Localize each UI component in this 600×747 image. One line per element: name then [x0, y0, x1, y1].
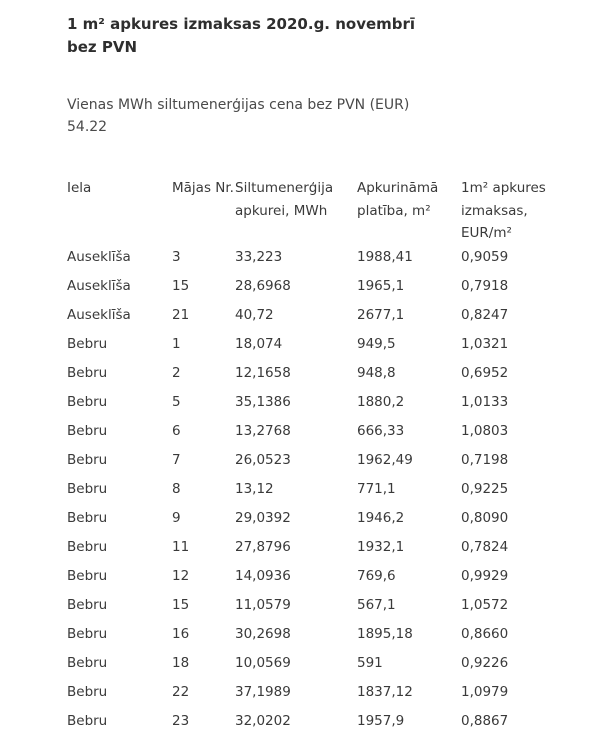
- cell-street: Auseklīša: [67, 307, 131, 323]
- cell-heated-area: 949,5: [357, 336, 396, 352]
- cell-heated-area: 769,6: [357, 568, 396, 584]
- cell-cost-per-m2: 0,8867: [461, 713, 509, 729]
- cell-house-number: 23: [172, 713, 190, 729]
- cell-heat-energy: 18,074: [235, 336, 283, 352]
- cell-cost-per-m2: 0,8090: [461, 510, 509, 526]
- header-heated-area: Apkurināmā platība, m²: [357, 180, 439, 219]
- cell-heated-area: 1946,2: [357, 510, 405, 526]
- cell-street: Bebru: [67, 684, 108, 700]
- cell-street: Bebru: [67, 481, 108, 497]
- cell-heat-energy: 33,223: [235, 249, 283, 265]
- cell-house-number: 21: [172, 307, 190, 323]
- table-row: [67, 595, 567, 624]
- cell-heat-energy: 35,1386: [235, 394, 291, 410]
- cell-cost-per-m2: 0,9226: [461, 655, 509, 671]
- cell-street: Bebru: [67, 423, 108, 439]
- cell-house-number: 9: [172, 510, 181, 526]
- cell-house-number: 3: [172, 249, 181, 265]
- cell-street: Bebru: [67, 452, 108, 468]
- cell-street: Auseklīša: [67, 249, 131, 265]
- cell-street: Bebru: [67, 626, 108, 642]
- cell-heated-area: 1988,41: [357, 249, 413, 265]
- cell-cost-per-m2: 1,0803: [461, 423, 509, 439]
- table-row: [67, 450, 567, 479]
- cell-heat-energy: 26,0523: [235, 452, 291, 468]
- table-row: [67, 276, 567, 305]
- header-street: Iela: [67, 180, 92, 196]
- page-title: 1 m² apkures izmaksas 2020.g. novembrī bez PVN: [67, 15, 416, 56]
- cell-street: Bebru: [67, 510, 108, 526]
- price-label: Vienas MWh siltumenerģijas cena bez PVN (EUR): [67, 97, 410, 113]
- cell-heat-energy: 37,1989: [235, 684, 291, 700]
- cell-heated-area: 1837,12: [357, 684, 413, 700]
- cell-cost-per-m2: 0,8247: [461, 307, 509, 323]
- cell-heated-area: 567,1: [357, 597, 396, 613]
- cell-heated-area: 591: [357, 655, 383, 671]
- cell-street: Bebru: [67, 365, 108, 381]
- cell-house-number: 18: [172, 655, 190, 671]
- table-row: [67, 305, 567, 334]
- table-row: [67, 334, 567, 363]
- cell-heat-energy: 28,6968: [235, 278, 291, 294]
- cell-house-number: 12: [172, 568, 190, 584]
- cell-heated-area: 1957,9: [357, 713, 405, 729]
- header-house-number: Mājas Nr.: [172, 180, 234, 196]
- cell-heated-area: 1965,1: [357, 278, 405, 294]
- cell-heated-area: 2677,1: [357, 307, 405, 323]
- cell-cost-per-m2: 0,9929: [461, 568, 509, 584]
- cell-cost-per-m2: 0,9059: [461, 249, 509, 265]
- cell-cost-per-m2: 1,0321: [461, 336, 509, 352]
- cell-cost-per-m2: 1,0572: [461, 597, 509, 613]
- cell-cost-per-m2: 1,0979: [461, 684, 509, 700]
- cell-heated-area: 771,1: [357, 481, 396, 497]
- cell-house-number: 15: [172, 278, 190, 294]
- cell-heat-energy: 32,0202: [235, 713, 291, 729]
- cell-house-number: 5: [172, 394, 181, 410]
- table-row: [67, 711, 567, 740]
- cell-heated-area: 1962,49: [357, 452, 413, 468]
- cell-heat-energy: 13,12: [235, 481, 274, 497]
- cell-heated-area: 1895,18: [357, 626, 413, 642]
- cell-cost-per-m2: 0,7824: [461, 539, 509, 555]
- cell-cost-per-m2: 0,6952: [461, 365, 509, 381]
- cell-cost-per-m2: 0,7918: [461, 278, 509, 294]
- cell-heat-energy: 27,8796: [235, 539, 291, 555]
- table-row: [67, 247, 567, 276]
- cell-heat-energy: 11,0579: [235, 597, 291, 613]
- cell-cost-per-m2: 0,8660: [461, 626, 509, 642]
- cell-heat-energy: 14,0936: [235, 568, 291, 584]
- cell-street: Bebru: [67, 597, 108, 613]
- cell-heated-area: 666,33: [357, 423, 405, 439]
- header-cost-per-m2: 1m² apkures izmaksas, EUR/m²: [461, 180, 546, 241]
- price-value: 54.22: [67, 119, 108, 135]
- cell-house-number: 22: [172, 684, 190, 700]
- cell-heat-energy: 29,0392: [235, 510, 291, 526]
- cell-heated-area: 1880,2: [357, 394, 405, 410]
- table-row: [67, 566, 567, 595]
- cell-heat-energy: 10,0569: [235, 655, 291, 671]
- table-body: [67, 247, 567, 740]
- table-row: [67, 682, 567, 711]
- cell-heated-area: 948,8: [357, 365, 396, 381]
- table-row: [67, 363, 567, 392]
- table-row: [67, 624, 567, 653]
- cell-heat-energy: 30,2698: [235, 626, 291, 642]
- cell-house-number: 2: [172, 365, 181, 381]
- cell-street: Bebru: [67, 394, 108, 410]
- cell-cost-per-m2: 0,9225: [461, 481, 509, 497]
- table-row: [67, 653, 567, 682]
- table-row: [67, 421, 567, 450]
- header-heat-energy: Siltumenerģija apkurei, MWh: [235, 180, 334, 219]
- table-header-row: [67, 172, 567, 247]
- cell-street: Auseklīša: [67, 278, 131, 294]
- heating-cost-table: [67, 172, 567, 740]
- table-row: [67, 537, 567, 566]
- cell-house-number: 8: [172, 481, 181, 497]
- cell-house-number: 6: [172, 423, 181, 439]
- cell-cost-per-m2: 0,7198: [461, 452, 509, 468]
- cell-heat-energy: 13,2768: [235, 423, 291, 439]
- cell-street: Bebru: [67, 336, 108, 352]
- table-row: [67, 392, 567, 421]
- cell-house-number: 15: [172, 597, 190, 613]
- cell-street: Bebru: [67, 539, 108, 555]
- cell-cost-per-m2: 1,0133: [461, 394, 509, 410]
- cell-house-number: 16: [172, 626, 190, 642]
- table-row: [67, 508, 567, 537]
- cell-heated-area: 1932,1: [357, 539, 405, 555]
- cell-street: Bebru: [67, 713, 108, 729]
- cell-house-number: 1: [172, 336, 181, 352]
- table-row: [67, 479, 567, 508]
- cell-street: Bebru: [67, 568, 108, 584]
- cell-house-number: 7: [172, 452, 181, 468]
- cell-house-number: 11: [172, 539, 190, 555]
- cell-street: Bebru: [67, 655, 108, 671]
- cell-heat-energy: 12,1658: [235, 365, 291, 381]
- cell-heat-energy: 40,72: [235, 307, 274, 323]
